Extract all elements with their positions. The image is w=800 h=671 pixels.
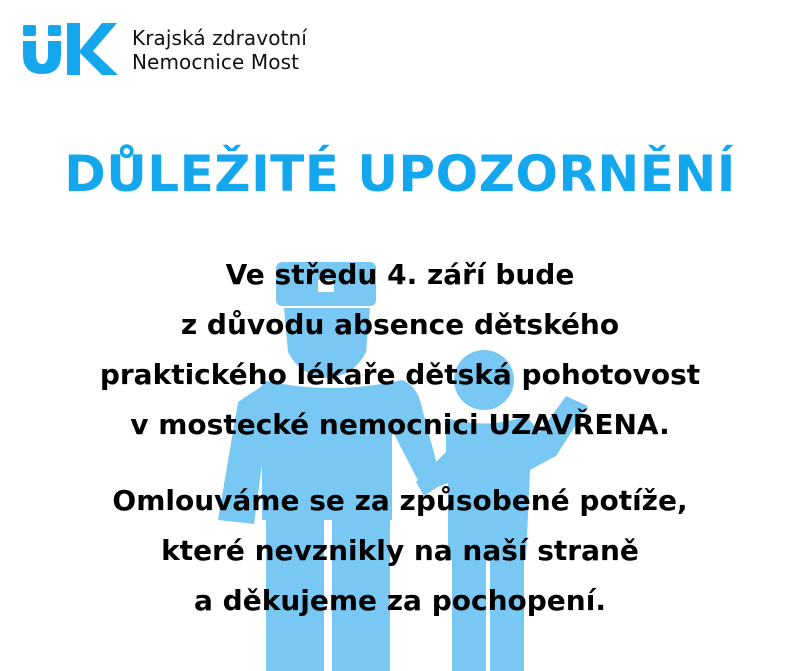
notice-line-4: v mostecké nemocnici UZAVŘENA. (130, 408, 670, 441)
apology-line-3: a děkujeme za pochopení. (194, 584, 606, 617)
apology-line-2: které nevznikly na naší straně (161, 534, 639, 567)
notice-text (0, 250, 800, 450)
notice-line-3: praktického lékaře dětská pohotovost (99, 358, 701, 391)
notice-line-1: Ve středu 4. září bude (225, 258, 575, 291)
notice-line-2: z důvodu absence dětského (180, 308, 620, 341)
hospital-logo (22, 22, 307, 78)
logo-text (132, 26, 307, 74)
logo-line-2: Nemocnice Most (132, 50, 300, 74)
apology-line-1: Omlouváme se za způsobené potíže, (112, 484, 688, 517)
logo-line-1: Krajská zdravotní (132, 26, 307, 50)
uk-logo-icon (22, 22, 118, 78)
page-title: DŮLEŽITÉ UPOZORNĚNÍ (64, 145, 736, 203)
apology-text (0, 476, 800, 626)
